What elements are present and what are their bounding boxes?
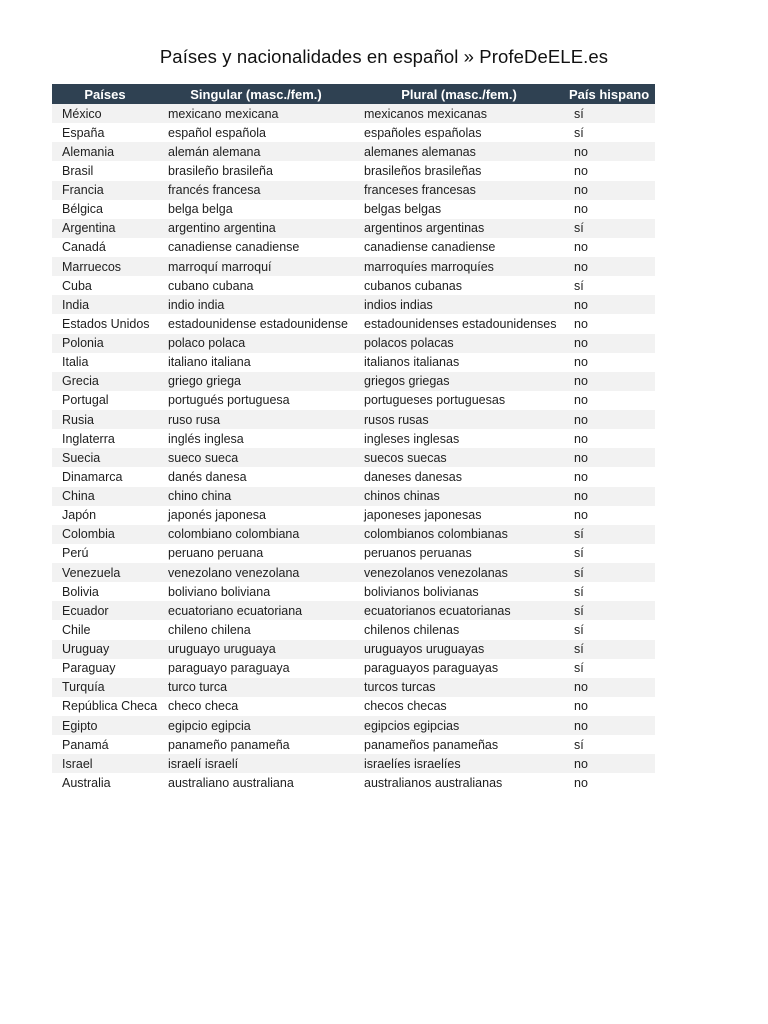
cell-country: Ecuador: [62, 603, 109, 618]
cell-singular: chileno chilena: [168, 622, 251, 637]
cell-hispanic: sí: [574, 546, 584, 561]
cell-singular: polaco polaca: [168, 336, 246, 351]
cell-hispanic: no: [574, 163, 588, 178]
cell-country: Turquía: [62, 680, 105, 695]
header-cell-singular: Singular (masc./fem.): [190, 86, 322, 102]
cell-hispanic: sí: [574, 278, 584, 293]
table-row: [52, 506, 655, 525]
header-cell-plural: Plural (masc./fem.): [401, 86, 517, 102]
cell-singular: argentino argentina: [168, 221, 276, 236]
cell-plural: argentinos argentinas: [364, 221, 485, 236]
cell-plural: ingleses inglesas: [364, 431, 460, 446]
cell-plural: brasileños brasileñas: [364, 163, 482, 178]
cell-hispanic: no: [574, 775, 588, 790]
cell-hispanic: no: [574, 450, 588, 465]
cell-country: Paraguay: [62, 661, 116, 676]
cell-singular: belga belga: [168, 202, 233, 217]
cell-hispanic: no: [574, 718, 588, 733]
cell-singular: mexicano mexicana: [168, 106, 279, 121]
cell-plural: belgas belgas: [364, 202, 442, 217]
cell-hispanic: sí: [574, 622, 584, 637]
cell-country: Australia: [62, 775, 111, 790]
cell-singular: francés francesa: [168, 183, 261, 198]
table-row: [52, 735, 655, 754]
cell-singular: uruguayo uruguaya: [168, 642, 276, 657]
cell-plural: turcos turcas: [364, 680, 436, 695]
cell-hispanic: no: [574, 374, 588, 389]
cell-plural: panameños panameñas: [364, 737, 499, 752]
table-row: [52, 697, 655, 716]
table-header-row: [52, 84, 655, 104]
table-row: [52, 525, 655, 544]
cell-plural: chilenos chilenas: [364, 622, 460, 637]
cell-plural: daneses danesas: [364, 469, 462, 484]
cell-singular: portugués portuguesa: [168, 393, 290, 408]
cell-hispanic: no: [574, 202, 588, 217]
table-row: [52, 295, 655, 314]
cell-singular: venezolano venezolana: [168, 565, 300, 580]
table-row: [52, 334, 655, 353]
cell-hispanic: no: [574, 412, 588, 427]
table-row: [52, 754, 655, 773]
cell-hispanic: no: [574, 699, 588, 714]
cell-plural: israelíes israelíes: [364, 756, 461, 771]
cell-plural: indios indias: [364, 297, 433, 312]
table-row: [52, 659, 655, 678]
table-row: [52, 104, 655, 123]
cell-singular: ruso rusa: [168, 412, 221, 427]
cell-hispanic: no: [574, 508, 588, 523]
cell-country: Bélgica: [62, 202, 103, 217]
cell-singular: chino china: [168, 489, 232, 504]
cell-country: Chile: [62, 622, 91, 637]
table-row: [52, 219, 655, 238]
cell-country: Israel: [62, 756, 93, 771]
cell-plural: portugueses portuguesas: [364, 393, 506, 408]
table-row: [52, 678, 655, 697]
cell-singular: sueco sueca: [168, 450, 239, 465]
cell-country: Japón: [62, 508, 97, 523]
cell-country: República Checa: [62, 699, 158, 714]
table-row: [52, 372, 655, 391]
header-cell-countries: Países: [84, 86, 126, 102]
cell-hispanic: sí: [574, 125, 584, 140]
cell-singular: egipcio egipcia: [168, 718, 251, 733]
table-row: [52, 487, 655, 506]
cell-country: México: [62, 106, 102, 121]
cell-plural: paraguayos paraguayas: [364, 661, 499, 676]
cell-country: Italia: [62, 355, 89, 370]
cell-plural: mexicanos mexicanas: [364, 106, 487, 121]
cell-country: Francia: [62, 183, 104, 198]
cell-hispanic: sí: [574, 221, 584, 236]
table-row: [52, 544, 655, 563]
cell-hispanic: no: [574, 259, 588, 274]
table-row: [52, 467, 655, 486]
cell-hispanic: no: [574, 680, 588, 695]
cell-country: India: [62, 297, 90, 312]
cell-plural: franceses francesas: [364, 183, 476, 198]
cell-plural: chinos chinas: [364, 489, 440, 504]
cell-hispanic: no: [574, 144, 588, 159]
cell-plural: egipcios egipcias: [364, 718, 460, 733]
cell-plural: japoneses japonesas: [364, 508, 482, 523]
cell-hispanic: sí: [574, 642, 584, 657]
cell-hispanic: no: [574, 756, 588, 771]
table-row: [52, 353, 655, 372]
cell-country: Argentina: [62, 221, 116, 236]
cell-singular: brasileño brasileña: [168, 163, 273, 178]
cell-singular: japonés japonesa: [168, 508, 266, 523]
cell-plural: italianos italianas: [364, 355, 460, 370]
cell-plural: estadounidenses estadounidenses: [364, 316, 557, 331]
cell-plural: checos checas: [364, 699, 447, 714]
cell-hispanic: no: [574, 240, 588, 255]
cell-plural: canadiense canadiense: [364, 240, 496, 255]
cell-country: Dinamarca: [62, 469, 123, 484]
cell-plural: australianos australianas: [364, 775, 503, 790]
cell-plural: colombianos colombianas: [364, 527, 508, 542]
cell-country: Canadá: [62, 240, 106, 255]
table-row: [52, 161, 655, 180]
cell-hispanic: no: [574, 336, 588, 351]
cell-country: España: [62, 125, 105, 140]
cell-country: Cuba: [62, 278, 92, 293]
cell-hispanic: no: [574, 469, 588, 484]
table-row: [52, 200, 655, 219]
cell-country: Polonia: [62, 336, 104, 351]
cell-country: Estados Unidos: [62, 316, 150, 331]
cell-singular: griego griega: [168, 374, 241, 389]
cell-country: Venezuela: [62, 565, 121, 580]
cell-plural: venezolanos venezolanas: [364, 565, 508, 580]
cell-plural: rusos rusas: [364, 412, 429, 427]
cell-country: Bolivia: [62, 584, 99, 599]
table-row: [52, 448, 655, 467]
cell-singular: colombiano colombiana: [168, 527, 300, 542]
cell-singular: indio india: [168, 297, 225, 312]
cell-country: Panamá: [62, 737, 109, 752]
cell-plural: griegos griegas: [364, 374, 450, 389]
cell-singular: checo checa: [168, 699, 239, 714]
cell-country: China: [62, 489, 95, 504]
cell-singular: estadounidense estadounidense: [168, 316, 349, 331]
cell-singular: español española: [168, 125, 266, 140]
cell-singular: inglés inglesa: [168, 431, 244, 446]
table-row: [52, 640, 655, 659]
cell-country: Brasil: [62, 163, 94, 178]
cell-country: Perú: [62, 546, 89, 561]
cell-plural: peruanos peruanas: [364, 546, 472, 561]
cell-hispanic: no: [574, 431, 588, 446]
cell-hispanic: no: [574, 393, 588, 408]
cell-hispanic: sí: [574, 603, 584, 618]
cell-hispanic: sí: [574, 527, 584, 542]
table-row: [52, 601, 655, 620]
table-row: [52, 314, 655, 333]
cell-singular: australiano australiana: [168, 775, 294, 790]
cell-hispanic: sí: [574, 106, 584, 121]
page-title: Países y nacionalidades en español » ProfeDeELE.es: [159, 46, 609, 67]
cell-plural: cubanos cubanas: [364, 278, 462, 293]
cell-singular: marroquí marroquí: [168, 259, 272, 274]
cell-plural: bolivianos bolivianas: [364, 584, 479, 599]
cell-country: Inglaterra: [62, 431, 115, 446]
cell-hispanic: no: [574, 183, 588, 198]
cell-country: Suecia: [62, 450, 101, 465]
cell-hispanic: no: [574, 297, 588, 312]
table-row: [52, 620, 655, 639]
table-row: [52, 410, 655, 429]
cell-hispanic: sí: [574, 565, 584, 580]
cell-hispanic: sí: [574, 584, 584, 599]
cell-singular: italiano italiana: [168, 355, 251, 370]
cell-singular: paraguayo paraguaya: [168, 661, 290, 676]
table-row: [52, 181, 655, 200]
cell-hispanic: no: [574, 355, 588, 370]
cell-singular: canadiense canadiense: [168, 240, 300, 255]
cell-hispanic: sí: [574, 661, 584, 676]
table-row: [52, 142, 655, 161]
cell-singular: danés danesa: [168, 469, 247, 484]
cell-country: Grecia: [62, 374, 99, 389]
cell-singular: panameño panameña: [168, 737, 290, 752]
cell-country: Egipto: [62, 718, 98, 733]
table-body: [52, 104, 655, 793]
cell-plural: ecuatorianos ecuatorianas: [364, 603, 511, 618]
cell-singular: boliviano boliviana: [168, 584, 271, 599]
table-row: [52, 582, 655, 601]
cell-plural: uruguayos uruguayas: [364, 642, 485, 657]
cell-singular: alemán alemana: [168, 144, 261, 159]
cell-country: Colombia: [62, 527, 115, 542]
table-row: [52, 238, 655, 257]
cell-hispanic: sí: [574, 737, 584, 752]
table-row: [52, 391, 655, 410]
cell-country: Alemania: [62, 144, 115, 159]
cell-plural: alemanes alemanas: [364, 144, 476, 159]
cell-plural: marroquíes marroquíes: [364, 259, 494, 274]
table-row: [52, 716, 655, 735]
table-row: [52, 773, 655, 792]
cell-country: Portugal: [62, 393, 109, 408]
cell-country: Marruecos: [62, 259, 122, 274]
cell-plural: suecos suecas: [364, 450, 447, 465]
cell-hispanic: no: [574, 316, 588, 331]
cell-singular: turco turca: [168, 680, 228, 695]
header-cell-hispanic: País hispano: [569, 86, 650, 102]
table-row: [52, 563, 655, 582]
cell-hispanic: no: [574, 489, 588, 504]
cell-singular: israelí israelí: [168, 756, 239, 771]
table-row: [52, 257, 655, 276]
cell-singular: ecuatoriano ecuatoriana: [168, 603, 303, 618]
cell-country: Uruguay: [62, 642, 110, 657]
cell-plural: polacos polacas: [364, 336, 454, 351]
cell-country: Rusia: [62, 412, 94, 427]
cell-singular: cubano cubana: [168, 278, 254, 293]
cell-singular: peruano peruana: [168, 546, 264, 561]
nationalities-table: [52, 84, 655, 793]
cell-plural: españoles españolas: [364, 125, 482, 140]
table-row: [52, 123, 655, 142]
table-row: [52, 276, 655, 295]
table-row: [52, 429, 655, 448]
